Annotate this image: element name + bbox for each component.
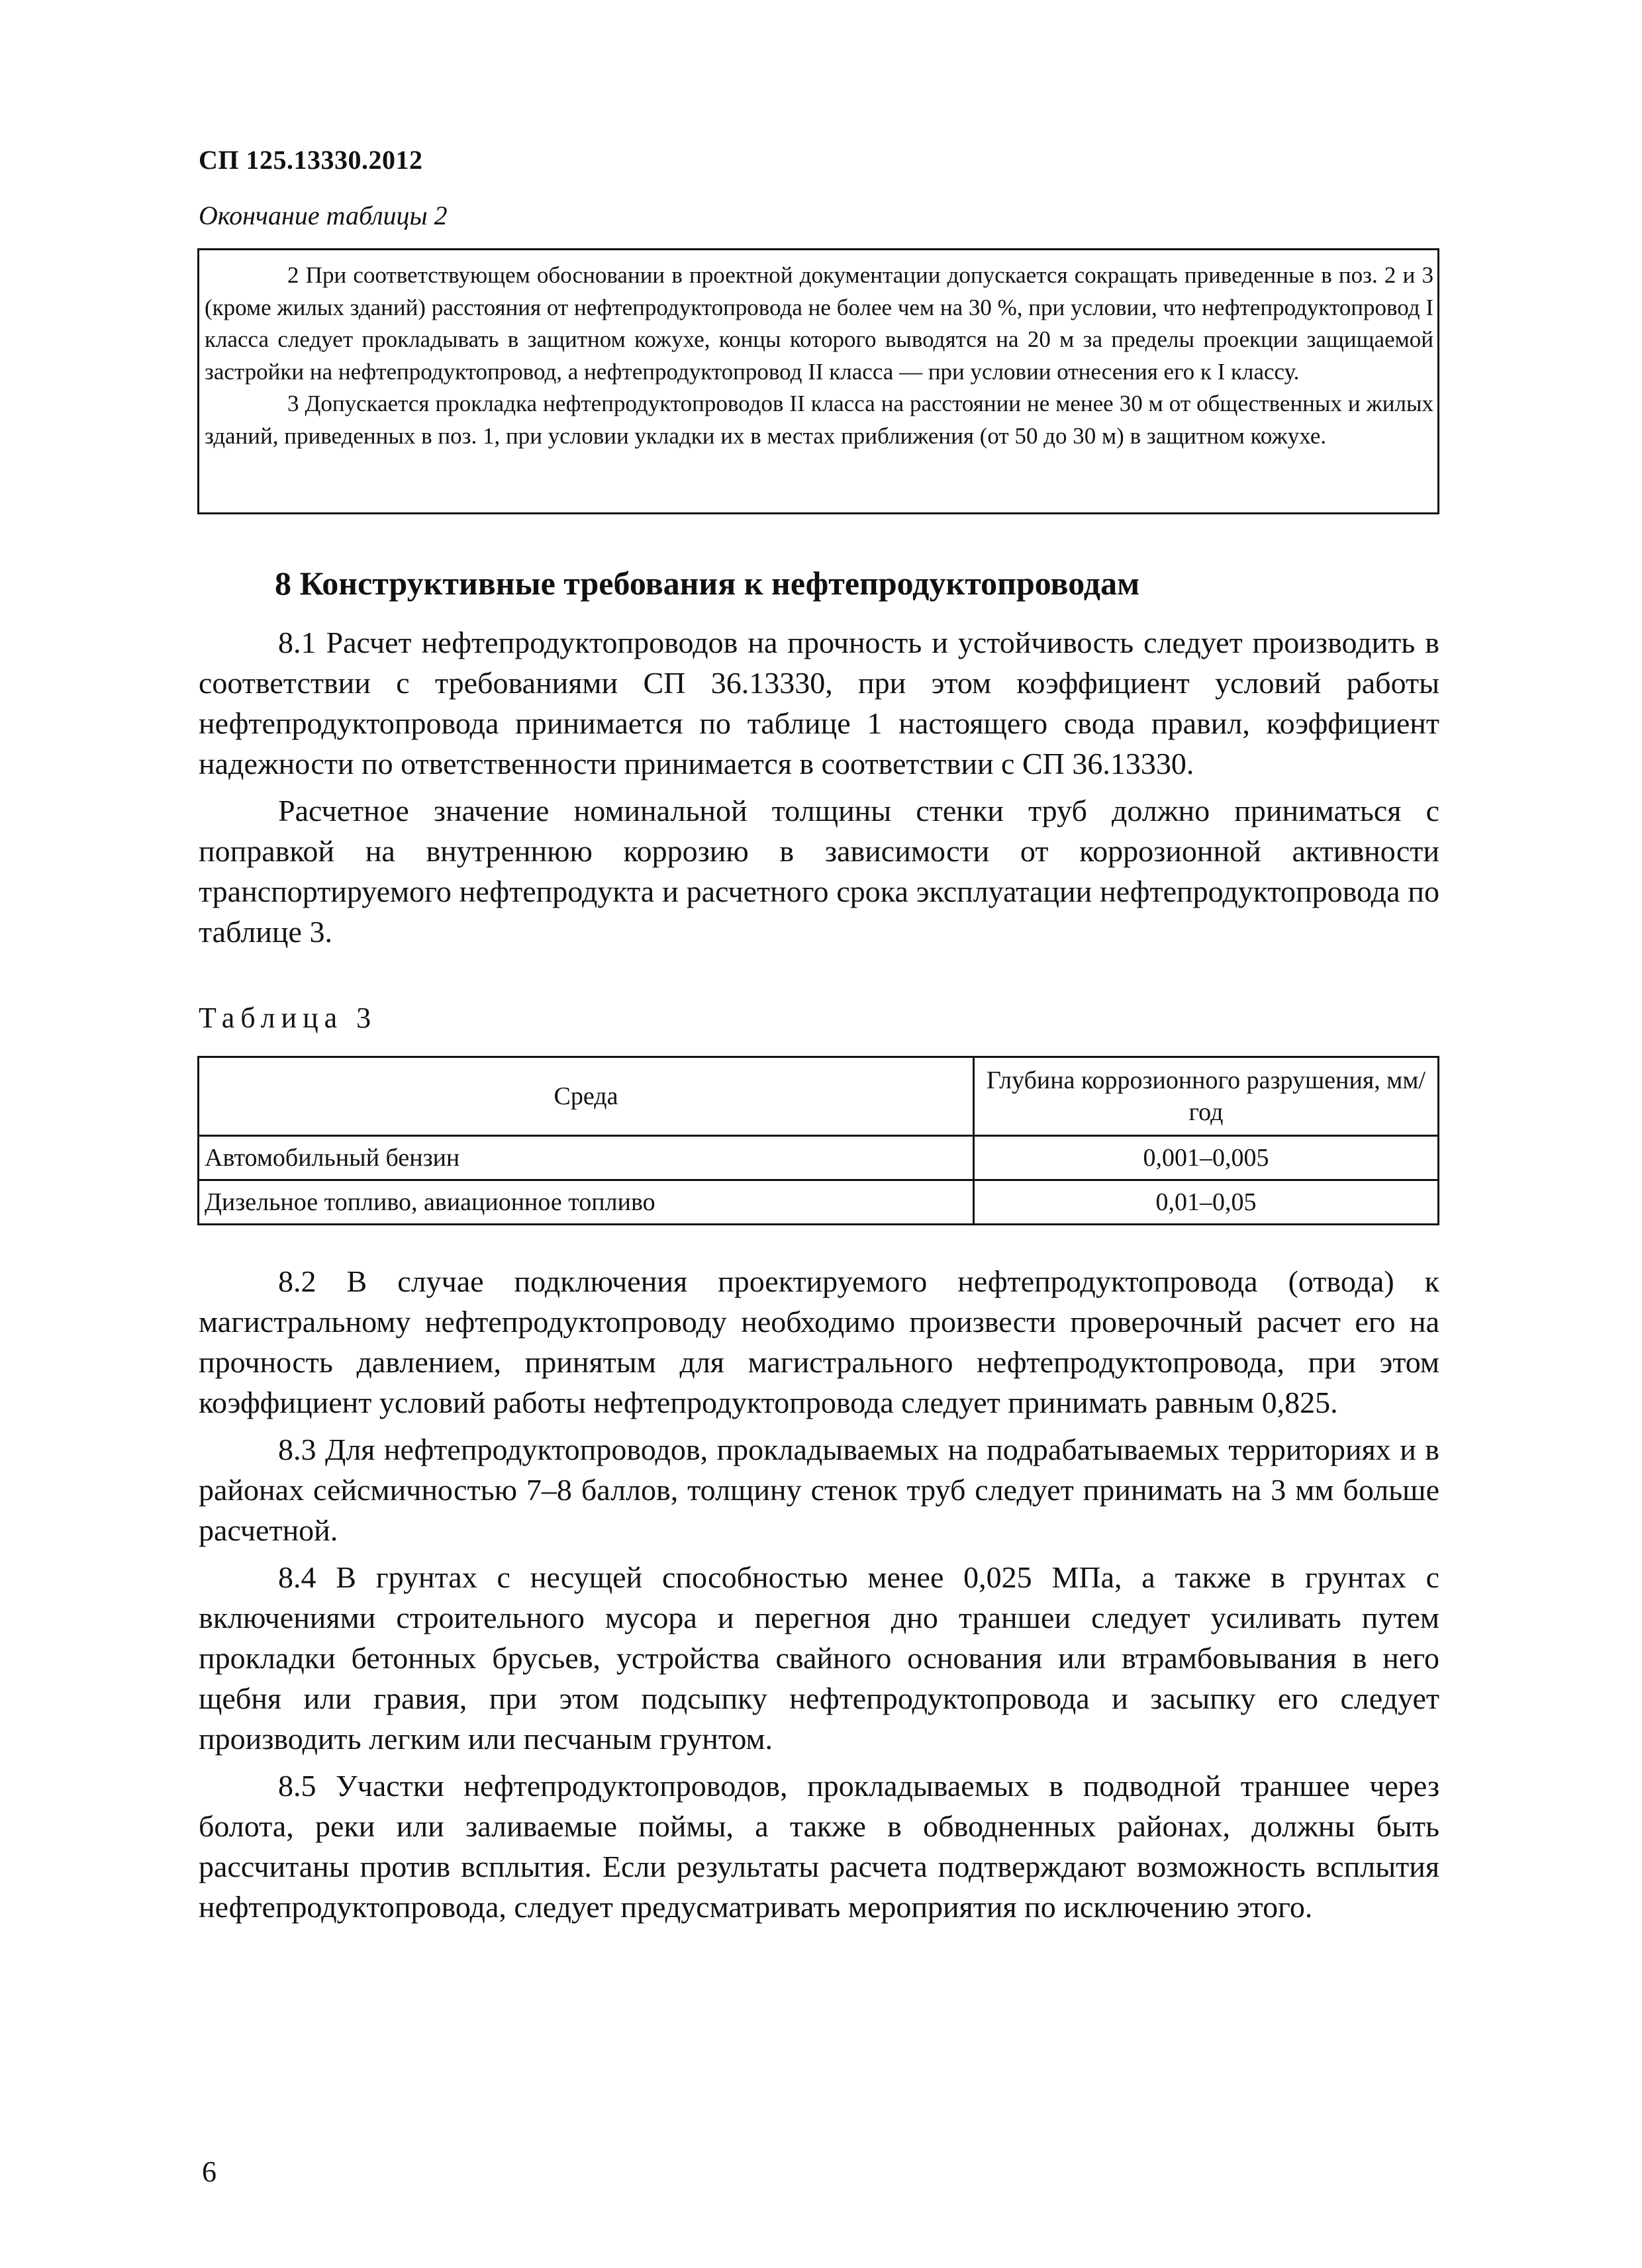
note-3: 3 Допускается прокладка нефтепродуктопроводов II класса на расстоянии не менее 30 м от общественных и жилых зданий, приведенных в поз. 1, при условии укладки их в местах приближения (от 50 до 30 м) в защитном кожухе. [205,391,1433,449]
paragraph-8-5: 8.5 Участки нефтепродуктопроводов, прокладываемых в подводной траншее через болота, реки или заливаемые поймы, а также в обводненных районах, должны быть рассчитаны против всплытия. Если результаты расчета подтверждают возможность всплытия нефтепродуктопровода, следует предусматривать мероприятия по исключению этого. [199,1769,1439,1924]
section-8-1 [199,622,1439,952]
table-3-caption: Таблица 3 [199,1002,377,1034]
table-cell-medium: Автомобильный бензин [199,1136,974,1180]
section-heading: 8 Конструктивные требования к нефтепродуктопроводам [275,565,1140,602]
table-continuation-label: Окончание таблицы 2 [199,201,448,230]
paragraph-8-1-continued: Расчетное значение номинальной толщины стенки труб должно приниматься с поправкой на внутреннюю коррозию в зависимости от коррозионной активности транспортируемого нефтепродукта и расчетного срока эксплуатации нефтепродуктопровода по таблице 3. [199,794,1439,949]
table-cell-corrosion-depth: 0,01–0,05 [974,1180,1439,1225]
paragraph-8-2: 8.2 В случае подключения проектируемого нефтепродуктопровода (отвода) к магистральному нефтепродуктопроводу необходимо произвести проверочный расчет его на прочность давлением, принятым для магистрального нефтепродуктопровода, при этом коэффициент условий работы нефтепродуктопровода следует принимать равным 0,825. [199,1264,1439,1419]
paragraph-8-4: 8.4 В грунтах с несущей способностью менее 0,025 МПа, а также в грунтах с включениями строительного мусора и перегноя дно траншеи следует усиливать путем прокладки бетонных брусьев, устройства свайного основания или втрамбовывания в него щебня или гравия, при этом подсыпку нефтепродуктопровода и засыпку его следует производить легким или песчаным грунтом. [199,1560,1439,1756]
table-header-row [199,1057,1439,1136]
document-code: СП 125.13330.2012 [199,145,423,175]
table-cell-corrosion-depth: 0,001–0,005 [974,1136,1439,1180]
section-8-2-to-8-5 [199,1261,1439,1927]
table-cell-medium: Дизельное топливо, авиационное топливо [199,1180,974,1225]
table-row [199,1136,1439,1180]
table-row [199,1180,1439,1225]
column-header-medium: Среда [199,1057,974,1136]
page-number: 6 [202,2155,217,2188]
paragraph-8-3: 8.3 Для нефтепродуктопроводов, прокладываемых на подрабатываемых территориях и в районах сейсмичностью 7–8 баллов, толщину стенок труб следует принимать на 3 мм больше расчетной. [199,1433,1439,1547]
paragraph-8-1: 8.1 Расчет нефтепродуктопроводов на прочность и устойчивость следует производить в соответствии с требованиями СП 36.13330, при этом коэффициент условий работы нефтепродуктопровода принимается по таблице 1 настоящего свода правил, коэффициент надежности по ответственности принимается в соответствии с СП 36.13330. [199,626,1439,780]
table-2-notes [197,248,1439,514]
table-3 [197,1056,1439,1225]
column-header-corrosion-depth: Глубина коррозионного разрушения, мм/год [974,1057,1439,1136]
note-2: 2 При соответствующем обосновании в проектной документации допускается сокращать приведенные в поз. 2 и 3 (кроме жилых зданий) расстояния от нефтепродуктопровода не более чем на 30 %, при условии, что нефтепродуктопровод I класса следует прокладывать в защитном кожухе, концы которого выводятся на 20 м за пределы проекции защищаемой застройки на нефтепродуктопровод, а нефтепродуктопровод II класса — при условии отнесения его к I классу. [205,262,1433,385]
